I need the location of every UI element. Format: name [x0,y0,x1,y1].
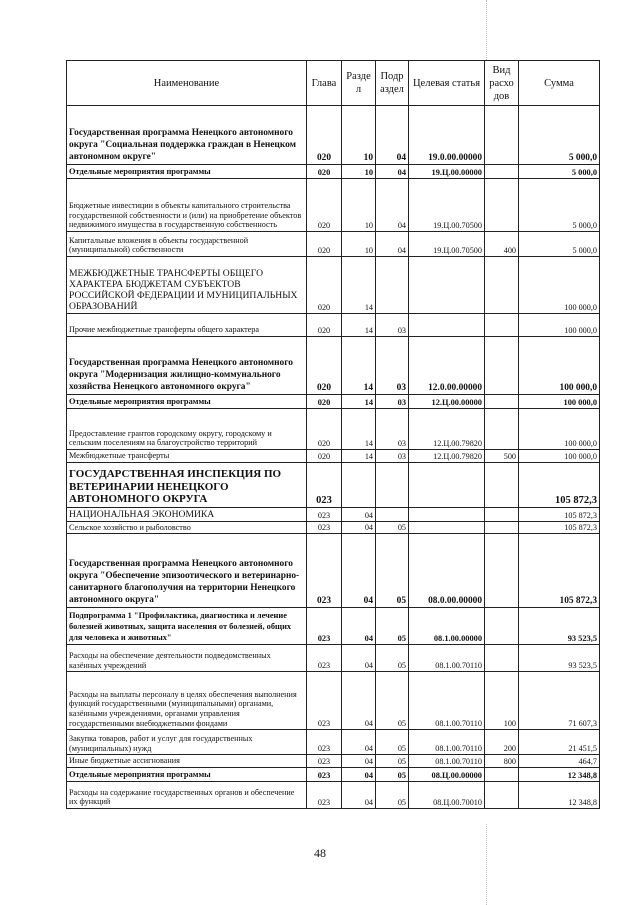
row-name-cell: Подпрограмма 1 "Профилактика, диагностика и лечение болезней животных, защита населения от болезней, общих для человека и животных" [67,608,307,645]
row-glava-cell: 020 [307,257,342,314]
table-row [67,767,600,781]
table-row [67,534,600,608]
row-vid-raskhodov-cell [485,257,519,314]
row-podrazdel-cell: 04 [376,232,409,257]
row-name-cell: Капитальные вложения в объекты государственной (муниципальной) собственности [67,232,307,257]
row-tselevaya-statya-cell: 12.Ц.00.00000 [409,395,485,409]
row-glava-cell: 020 [307,450,342,463]
column-header-summa: Сумма [519,61,600,106]
row-glava-cell: 023 [307,534,342,608]
row-name-cell: Сельское хозяйство и рыболовство [67,521,307,534]
row-vid-raskhodov-cell [485,781,519,808]
row-podrazdel-cell: 05 [376,730,409,755]
row-summa-cell: 12 348,8 [519,767,600,781]
table-row [67,507,600,521]
row-name-cell: ГОСУДАРСТВЕННАЯ ИНСПЕКЦИЯ ПО ВЕТЕРИНАРИИ НЕНЕЦКОГО АВТОНОМНОГО ОКРУГА [67,462,307,507]
row-tselevaya-statya-cell: 08.0.00.00000 [409,534,485,608]
row-name-cell: Предоставление грантов городскому округу, городскому и сельским поселениям на благоустройство территорий [67,409,307,450]
row-podrazdel-cell: 04 [376,179,409,232]
row-tselevaya-statya-cell: 08.1.00.70110 [409,730,485,755]
table-header-row [67,61,600,106]
row-name-cell: Отдельные мероприятия программы [67,395,307,409]
row-razdel-cell: 04 [342,767,376,781]
budget-table [66,60,600,809]
row-name-cell: Расходы на содержание государственных органов и обеспечение их функций [67,781,307,808]
row-podrazdel-cell: 05 [376,521,409,534]
row-vid-raskhodov-cell [485,767,519,781]
row-summa-cell: 100 000,0 [519,409,600,450]
row-vid-raskhodov-cell [485,106,519,165]
table-row [67,645,600,672]
row-glava-cell: 023 [307,767,342,781]
table-row [67,232,600,257]
scan-margin-line-top [486,0,487,60]
row-vid-raskhodov-cell: 800 [485,755,519,768]
row-podrazdel-cell: 03 [376,395,409,409]
row-podrazdel-cell: 05 [376,672,409,730]
row-podrazdel-cell: 05 [376,781,409,808]
row-tselevaya-statya-cell: 08.Ц.00.00000 [409,767,485,781]
row-tselevaya-statya-cell [409,314,485,337]
row-razdel-cell: 14 [342,257,376,314]
row-tselevaya-statya-cell: 08.1.00.00000 [409,608,485,645]
row-name-cell: Иные бюджетные ассигнования [67,755,307,768]
row-razdel-cell: 14 [342,337,376,395]
table-row [67,755,600,768]
row-razdel-cell: 04 [342,507,376,521]
row-vid-raskhodov-cell [485,534,519,608]
table-row [67,450,600,463]
row-razdel-cell: 10 [342,232,376,257]
row-razdel-cell [342,462,376,507]
row-vid-raskhodov-cell [485,395,519,409]
row-name-cell: Отдельные мероприятия программы [67,767,307,781]
row-glava-cell: 020 [307,395,342,409]
table-body [67,106,600,809]
row-razdel-cell: 04 [342,534,376,608]
row-name-cell: МЕЖБЮДЖЕТНЫЕ ТРАНСФЕРТЫ ОБЩЕГО ХАРАКТЕРА БЮДЖЕТАМ СУБЪЕКТОВ РОССИЙСКОЙ ФЕДЕРАЦИИ И МУНИЦИПАЛЬНЫХ ОБРАЗОВАНИЙ [67,257,307,314]
row-summa-cell: 93 523,5 [519,608,600,645]
row-glava-cell: 020 [307,165,342,179]
row-podrazdel-cell: 03 [376,450,409,463]
row-summa-cell: 100 000,0 [519,450,600,463]
row-summa-cell: 21 451,5 [519,730,600,755]
row-razdel-cell: 14 [342,314,376,337]
table-row [67,165,600,179]
row-tselevaya-statya-cell: 12.Ц.00.79820 [409,409,485,450]
row-summa-cell: 105 872,3 [519,462,600,507]
row-vid-raskhodov-cell [485,165,519,179]
row-razdel-cell: 14 [342,395,376,409]
table-row [67,106,600,165]
row-summa-cell: 5 000,0 [519,232,600,257]
row-summa-cell: 100 000,0 [519,395,600,409]
row-vid-raskhodov-cell: 200 [485,730,519,755]
row-glava-cell: 020 [307,337,342,395]
row-glava-cell: 020 [307,106,342,165]
row-podrazdel-cell: 05 [376,534,409,608]
row-summa-cell: 93 523,5 [519,645,600,672]
row-vid-raskhodov-cell [485,337,519,395]
row-podrazdel-cell: 04 [376,106,409,165]
page-number: 48 [314,846,326,860]
column-header-razdel: Разде л [342,61,376,106]
table-row [67,179,600,232]
row-vid-raskhodov-cell: 100 [485,672,519,730]
row-tselevaya-statya-cell: 19.Ц.00.70500 [409,179,485,232]
table-row [67,409,600,450]
row-podrazdel-cell: 03 [376,337,409,395]
row-summa-cell: 100 000,0 [519,337,600,395]
row-podrazdel-cell: 05 [376,608,409,645]
row-vid-raskhodov-cell [485,314,519,337]
row-glava-cell: 023 [307,608,342,645]
row-tselevaya-statya-cell [409,507,485,521]
row-glava-cell: 023 [307,672,342,730]
row-name-cell: Отдельные мероприятия программы [67,165,307,179]
row-podrazdel-cell: 03 [376,314,409,337]
row-podrazdel-cell: 05 [376,767,409,781]
row-razdel-cell: 04 [342,672,376,730]
column-header-glava: Глава [307,61,342,106]
row-vid-raskhodov-cell [485,409,519,450]
row-razdel-cell: 10 [342,106,376,165]
row-name-cell: Расходы на обеспечение деятельности подведомственных казённых учреждений [67,645,307,672]
scan-margin-line-bottom [486,824,487,905]
row-summa-cell: 105 872,3 [519,507,600,521]
row-name-cell: НАЦИОНАЛЬНАЯ ЭКОНОМИКА [67,507,307,521]
row-razdel-cell: 04 [342,730,376,755]
row-vid-raskhodov-cell [485,462,519,507]
row-summa-cell: 5 000,0 [519,179,600,232]
row-vid-raskhodov-cell: 400 [485,232,519,257]
row-vid-raskhodov-cell [485,179,519,232]
row-name-cell: Расходы на выплаты персоналу в целях обеспечения выполнения функций государственными (муниципальными) органами, казёнными учреждениями, органами управления государственными внебюджетными фондами [67,672,307,730]
row-razdel-cell: 10 [342,179,376,232]
row-glava-cell: 020 [307,179,342,232]
row-vid-raskhodov-cell [485,521,519,534]
row-razdel-cell: 04 [342,608,376,645]
row-tselevaya-statya-cell: 19.Ц.00.70500 [409,232,485,257]
row-glava-cell: 023 [307,755,342,768]
row-podrazdel-cell [376,462,409,507]
row-tselevaya-statya-cell: 08.1.00.70110 [409,672,485,730]
table-row [67,395,600,409]
row-razdel-cell: 04 [342,781,376,808]
row-summa-cell: 105 872,3 [519,521,600,534]
row-summa-cell: 5 000,0 [519,165,600,179]
row-summa-cell: 5 000,0 [519,106,600,165]
row-podrazdel-cell [376,257,409,314]
row-razdel-cell: 04 [342,521,376,534]
row-glava-cell: 020 [307,232,342,257]
row-glava-cell: 023 [307,730,342,755]
row-summa-cell: 100 000,0 [519,314,600,337]
table-row [67,521,600,534]
row-name-cell: Межбюджетные трансферты [67,450,307,463]
row-vid-raskhodov-cell: 500 [485,450,519,463]
row-summa-cell: 105 872,3 [519,534,600,608]
row-tselevaya-statya-cell [409,462,485,507]
row-vid-raskhodov-cell [485,608,519,645]
row-glava-cell: 023 [307,521,342,534]
row-tselevaya-statya-cell: 08.1.00.70110 [409,645,485,672]
row-summa-cell: 464,7 [519,755,600,768]
table-row [67,257,600,314]
row-summa-cell: 12 348,8 [519,781,600,808]
row-glava-cell: 020 [307,314,342,337]
column-header-tselevaya-statya: Целевая статья [409,61,485,106]
column-header-podrazdel: Подр аздел [376,61,409,106]
row-tselevaya-statya-cell: 12.0.00.00000 [409,337,485,395]
row-glava-cell: 020 [307,409,342,450]
row-tselevaya-statya-cell: 08.Ц.00.70010 [409,781,485,808]
row-podrazdel-cell: 03 [376,409,409,450]
row-vid-raskhodov-cell [485,507,519,521]
row-podrazdel-cell: 05 [376,755,409,768]
row-tselevaya-statya-cell [409,257,485,314]
row-name-cell: Государственная программа Ненецкого автономного округа "Обеспечение эпизоотического и ветеринарно-санитарного благополучия на территории Ненецкого автономного округа" [67,534,307,608]
row-glava-cell: 023 [307,781,342,808]
row-summa-cell: 100 000,0 [519,257,600,314]
row-name-cell: Государственная программа Ненецкого автономного округа "Социальная поддержка граждан в Ненецком автономном округе" [67,106,307,165]
row-tselevaya-statya-cell: 08.1.00.70110 [409,755,485,768]
table-row [67,672,600,730]
row-glava-cell: 023 [307,645,342,672]
row-glava-cell: 023 [307,507,342,521]
table-row [67,730,600,755]
row-summa-cell: 71 607,3 [519,672,600,730]
table-row [67,608,600,645]
row-tselevaya-statya-cell [409,521,485,534]
table-row [67,781,600,808]
row-name-cell: Бюджетные инвестиции в объекты капитального строительства государственной собственности и (или) на приобретение объектов недвижимого имущества в государственную собственность [67,179,307,232]
row-podrazdel-cell [376,507,409,521]
row-razdel-cell: 14 [342,409,376,450]
row-tselevaya-statya-cell: 19.Ц.00.00000 [409,165,485,179]
row-glava-cell: 023 [307,462,342,507]
row-razdel-cell: 10 [342,165,376,179]
row-tselevaya-statya-cell: 12.Ц.00.79820 [409,450,485,463]
row-name-cell: Государственная программа Ненецкого автономного округа "Модернизация жилищно-коммунального хозяйства Ненецкого автономного округа" [67,337,307,395]
row-name-cell: Закупка товаров, работ и услуг для государственных (муниципальных) нужд [67,730,307,755]
column-header-vid-raskhodov: Вид расхо дов [485,61,519,106]
row-tselevaya-statya-cell: 19.0.00.00000 [409,106,485,165]
table-row [67,314,600,337]
row-razdel-cell: 04 [342,755,376,768]
column-header-name: Наименование [67,61,307,106]
row-podrazdel-cell: 05 [376,645,409,672]
row-name-cell: Прочие межбюджетные трансферты общего характера [67,314,307,337]
row-podrazdel-cell: 04 [376,165,409,179]
row-vid-raskhodov-cell [485,645,519,672]
table-row [67,462,600,507]
row-razdel-cell: 04 [342,645,376,672]
row-razdel-cell: 14 [342,450,376,463]
table-row [67,337,600,395]
